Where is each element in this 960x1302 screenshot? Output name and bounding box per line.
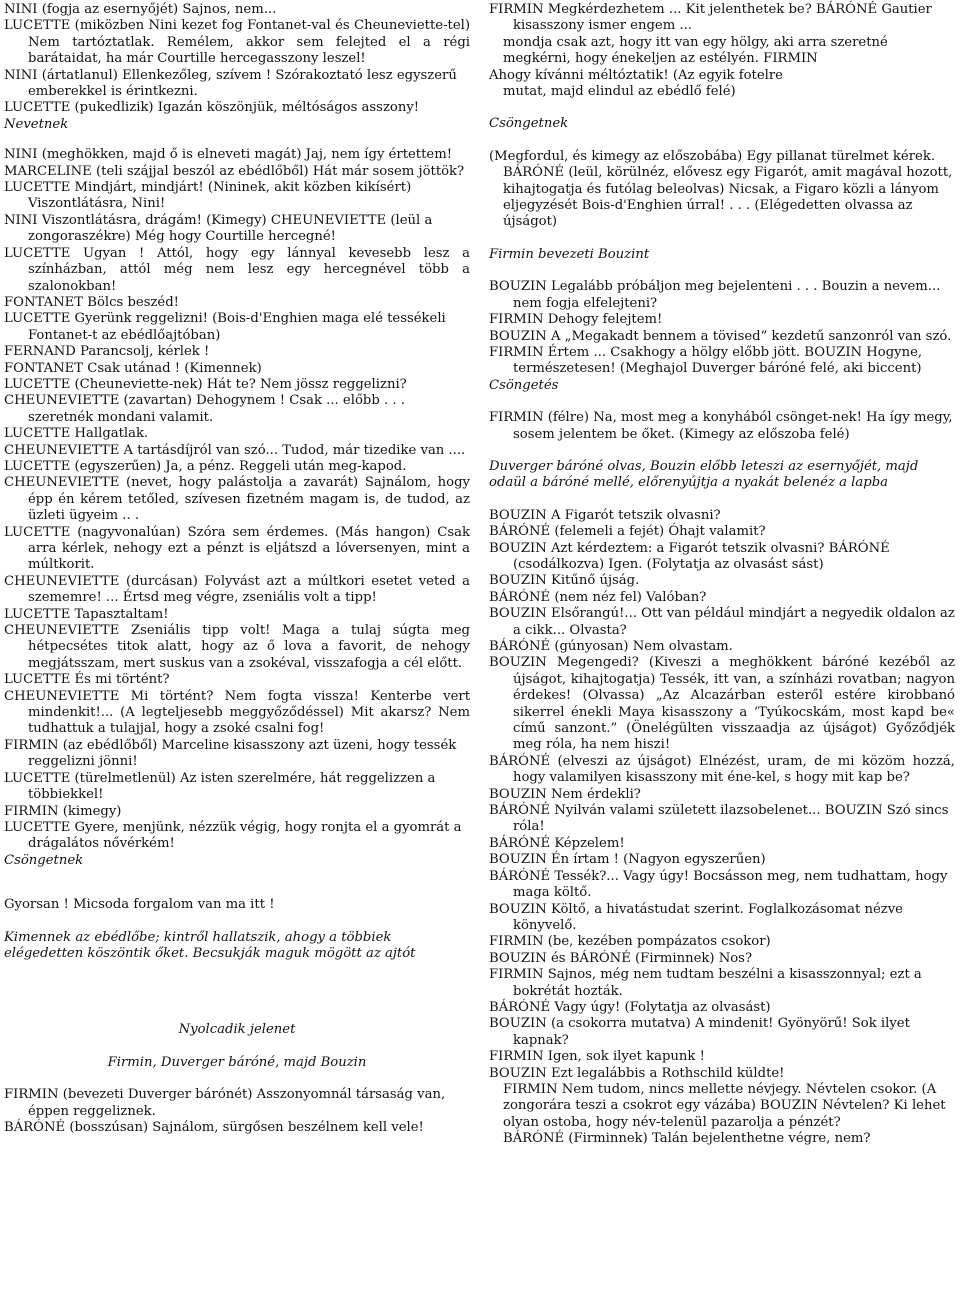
dialogue-line: BOUZIN Kitűnő újság. [489, 573, 640, 589]
dialogue-line: FIRMIN Sajnos, még nem tudtam beszélni a kisasszonnyal; ezt a bokrétát hozták. [489, 967, 922, 999]
dialogue-line: CHEUNEVIETTE Mi történt? Nem fogta vissza! Kenterbe vert mindenkit!... (A legteljesebb meggyőződéssel) Mit akarsz? Nem tudhattuk a tulajjal, hogy a zsoké csalni fog! [4, 688, 470, 737]
dialogue-line: BÁRÓNÉ (bosszúsan) Sajnálom, sürgősen beszélnem kell vele! [4, 1119, 424, 1135]
dialogue-line: LUCETTE Mindjárt, mindjárt! (Nininek, akit közben kikísért) Viszontlátásra, Nini! [4, 180, 412, 212]
dialogue-line: LUCETTE Ugyan ! Attól, hogy egy lánnyal kevesebb lesz a színházban, attól még nem lesz egy hercegnével több a szalonokban! [4, 245, 470, 294]
dialogue-line: CHEUNEVIETTE (zavartan) Dehogynem ! Csak ... előbb . . . szeretnék mondani valamit. [4, 393, 405, 425]
dialogue-line: FIRMIN Értem ... Csakhogy a hölgy előbb jött. BOUZIN Hogyne, természetesen! (Meghajol Duverger báróné felé, aki biccent) [489, 344, 923, 377]
dialogue-line: LUCETTE (miközben Nini kezet fog Fontanet-val és Cheuneviette-tel) Nem tartóztatlak. Remélem, akkor sem felejted el a régi barátaidat, ha már Courtille hercegasszony leszel! [4, 18, 470, 67]
dialogue-line: CHEUNEVIETTE (nevet, hogy palástolja a zavarát) Sajnálom, hogy épp én kérem tetőled, szívesen fizetném magam is, de tudod, az üzleti ügyeim .. . [4, 475, 470, 524]
dialogue-line: BÁRÓNÉ (felemeli a fejét) Óhajt valamit? [489, 524, 766, 540]
dialogue-line: Kimennek az ebédlőbe; kintről hallatszik, ahogy a többiek elégedetten köszöntik őket. Becsukják maguk mögött az ajtót [4, 929, 416, 961]
dialogue-line: FERNAND Parancsolj, kérlek ! [4, 344, 210, 360]
dialogue-line: BOUZIN Én írtam ! (Nagyon egyszerűen) [489, 852, 766, 868]
dialogue-line: FIRMIN (bevezeti Duverger bárónét) Asszonyomnál társaság van, éppen reggeliznek. [4, 1087, 446, 1119]
dialogue-line: mondja csak azt, hogy itt van egy hölgy, aki arra szeretné megkérni, hogy énekeljen az estélyén. FIRMIN [503, 34, 888, 67]
dialogue-line: NINI (meghökken, majd ő is elneveti magát) Jaj, nem így értettem! [4, 147, 453, 163]
dialogue-line: FIRMIN Nem tudom, nincs mellette névjegy. Névtelen csokor. (A zongorára teszi a csokrot egy vázába) BOUZIN Névtelen? Ki lehet olyan ostoba, hogy név-telenül pazarolja a pénzét? [503, 1081, 946, 1130]
dialogue-line: BÁRÓNÉ Képzelem! [489, 835, 625, 851]
dialogue-line: BÁRÓNÉ (Firminnek) Talán bejelenthetne végre, nem? [503, 1131, 871, 1147]
dialogue-line: BOUZIN és BÁRÓNÉ (Firminnek) Nos? [489, 950, 753, 966]
dialogue-line: BÁRÓNÉ (leül, körülnéz, elővesz egy Figarót, amit magával hozott, kihajtogatja és futólag beleolvas) Nicsak, a Figaro közli a lányom eljegyzését Bois-d'Enghien úrral! . . . (Elégedetten olvassa az újságot) [503, 165, 953, 230]
dialogue-line: CHEUNEVIETTE A tartásdíjról van szó... Tudod, már tizedike van .... [4, 442, 466, 458]
dialogue-line: LUCETTE Hallgatlak. [4, 426, 149, 442]
dialogue-line: LUCETTE (Cheuneviette-nek) Hát te? Nem jössz reggelizni? [4, 376, 407, 392]
dialogue-line: BOUZIN Költő, a hivatástudat szerint. Foglalkozásomat nézve könyvelő. [489, 901, 903, 933]
dialogue-line: Csöngetnek [4, 852, 84, 868]
dialogue-line: FIRMIN Megkérdezhetem ... Kit jelenthetek be? BÁRÓNÉ Gautier kisasszony ismer engem ... [489, 2, 932, 34]
dialogue-line: FIRMIN (félre) Na, most meg a konyhából csönget-nek! Ha így megy, sosem jelentem be őket. (Kimegy az előszoba felé) [489, 410, 953, 442]
dialogue-line: FIRMIN (az ebédlőből) Marceline kisasszony azt üzeni, hogy tessék reggelizni jönni! [4, 737, 457, 770]
left-column [4, 2, 470, 1136]
dialogue-line: BÁRÓNÉ Vagy úgy! (Folytatja az olvasást) [489, 999, 771, 1015]
dialogue-line: BOUZIN A Figarót tetszik olvasni? [489, 507, 721, 523]
dialogue-line: BOUZIN Elsőrangú!... Ott van például mindjárt a negyedik oldalon az a cikk... Olvasta? [489, 606, 955, 638]
dialogue-line: BOUZIN Nem érdekli? [489, 786, 641, 802]
dialogue-line: (Megfordul, és kimegy az előszobába) Egy pillanat türelmet kérek. [489, 148, 936, 164]
dialogue-line: FIRMIN (kimegy) [4, 803, 122, 819]
dialogue-line: Firmin, Duverger báróné, majd Bouzin [107, 1054, 367, 1070]
dialogue-line: Duverger báróné olvas, Bouzin előbb leteszi az esernyőjét, majd odaül a báróné mellé, előrenyújtja a nyakát belenéz a lapba [489, 458, 919, 491]
dialogue-line: BÁRÓNÉ (nem néz fel) Valóban? [489, 589, 707, 605]
dialogue-line: mutat, majd elindul az ebédlő felé) [503, 84, 736, 100]
dialogue-line: FONTANET Bölcs beszéd! [4, 294, 179, 310]
dialogue-line: LUCETTE Gyerünk reggelizni! (Bois-d'Enghien maga elé tessékeli Fontanet-t az ebédlőajtóban) [4, 311, 446, 343]
dialogue-line: FIRMIN (be, kezében pompázatos csokor) [489, 934, 771, 950]
dialogue-line: BOUZIN Legalább próbáljon meg bejelenteni . . . Bouzin a nevem... nem fogja elfelejteni? [489, 279, 941, 311]
dialogue-line: LUCETTE És mi történt? [4, 672, 170, 688]
dialogue-line: FIRMIN Dehogy felejtem! [489, 312, 663, 328]
dialogue-line: BÁRÓNÉ Nyilván valami született ilazsobelenet... BOUZIN Szó sincs róla! [489, 803, 949, 835]
dialogue-line: Gyorsan ! Micsoda forgalom van ma itt ! [4, 897, 275, 913]
dialogue-line: LUCETTE Gyere, menjünk, nézzük végig, hogy ronjta el a gyomrát a drágalátos nővérkém! [4, 819, 462, 852]
dialogue-line: BOUZIN A „Megakadt bennem a tövised” kezdetű sanzonról van szó. [489, 328, 952, 344]
dialogue-line: CHEUNEVIETTE (durcásan) Folyvást azt a múltkori esetet veted a szememre! ... Értsd meg végre, zseniális volt a tipp! [4, 573, 470, 606]
dialogue-line: Csöngetnek [489, 116, 569, 132]
dialogue-line: Csöngetés [489, 377, 559, 393]
dialogue-line: LUCETTE Tapasztaltam! [4, 606, 169, 622]
dialogue-line: BÁRÓNÉ (gúnyosan) Nem olvastam. [489, 639, 733, 654]
dialogue-line: LUCETTE (pukedlizik) Igazán köszönjük, méltóságos asszony! [4, 100, 420, 116]
right-column [489, 2, 955, 1148]
dialogue-line: Nevetnek [4, 116, 69, 132]
dialogue-line: FONTANET Csak utánad ! (Kimennek) [4, 360, 262, 376]
dialogue-line: NINI (ártatlanul) Ellenkezőleg, szívem ! Szórakoztató lesz egyszerű emberekkel is érintkezni. [4, 67, 457, 100]
dialogue-line: LUCETTE (türelmetlenül) Az isten szerelmére, hát reggelizzen a többiekkel! [4, 770, 436, 803]
dialogue-line: CHEUNEVIETTE Zseniális tipp volt! Maga a tulaj súgta meg hétpecsétes titok alatt, hogy az ő lova a favorit, de nehogy megjátsszam, mert suskus van a zsokéval, visszafogja a cél előtt. [4, 623, 470, 671]
dialogue-line: NINI (fogja az esernyőjét) Sajnos, nem... [4, 2, 277, 17]
dialogue-line: MARCELINE (teli szájjal beszól az ebédlőből) Hát már sosem jöttök? [4, 163, 465, 179]
dialogue-line: LUCETTE (nagyvonalúan) Szóra sem érdemes. (Más hangon) Csak arra kérlek, nehogy ezt a pénzt is eljátszd a lóversenyen, mint a múltkorit. [4, 524, 470, 573]
dialogue-line: BOUZIN Ezt legalábbis a Rothschild küldte! [489, 1065, 785, 1081]
dialogue-line: BÁRÓNÉ (elveszi az újságot) Elnézést, uram, de mi közöm hozzá, hogy valamilyen kisasszony mit éne-kel, s hogy mit kap be? [489, 753, 955, 786]
dialogue-line: BÁRÓNÉ Tessék?... Vagy úgy! Bocsásson meg, nem tudhattam, hogy maga költő. [489, 868, 948, 901]
dialogue-line: BOUZIN Megengedi? (Kiveszi a meghökkent báróné kezéből az újságot, kihajtogatja) Tessék, itt van, a színházi rovatban; nagyon érdekes! (Olvassa) „Az Alcazárban esteről estére kirobbanó sikerrel énekli Maya kisasszony a ‘Tyúkocskám, most kapd be« című sanzont.” (Önelégülten visszaadja az újságot) Győződjék meg róla, ha nem hiszi! [489, 655, 955, 753]
dialogue-line: BOUZIN (a csokorra mutatva) A mindenit! Gyönyörű! Sok ilyet kapnak? [489, 1016, 910, 1048]
dialogue-line: NINI Viszontlátásra, drágám! (Kimegy) CHEUNEVIETTE (leül a zongoraszékre) Még hogy Courtille hercegné! [4, 212, 433, 245]
dialogue-line: LUCETTE (egyszerűen) Ja, a pénz. Reggeli után meg-kapod. [4, 458, 407, 474]
dialogue-line: Nyolcadik jelenet [178, 1022, 296, 1038]
dialogue-line: BOUZIN Azt kérdeztem: a Figarót tetszik olvasni? BÁRÓNÉ (csodálkozva) Igen. (Folytatja az olvasást sást) [489, 540, 890, 572]
dialogue-line: FIRMIN Igen, sok ilyet kapunk ! [489, 1049, 705, 1065]
dialogue-line: Ahogy kívánni méltóztatik! (Az egyik fotelre [489, 67, 783, 83]
dialogue-line: Firmin bevezeti Bouzint [489, 246, 650, 262]
